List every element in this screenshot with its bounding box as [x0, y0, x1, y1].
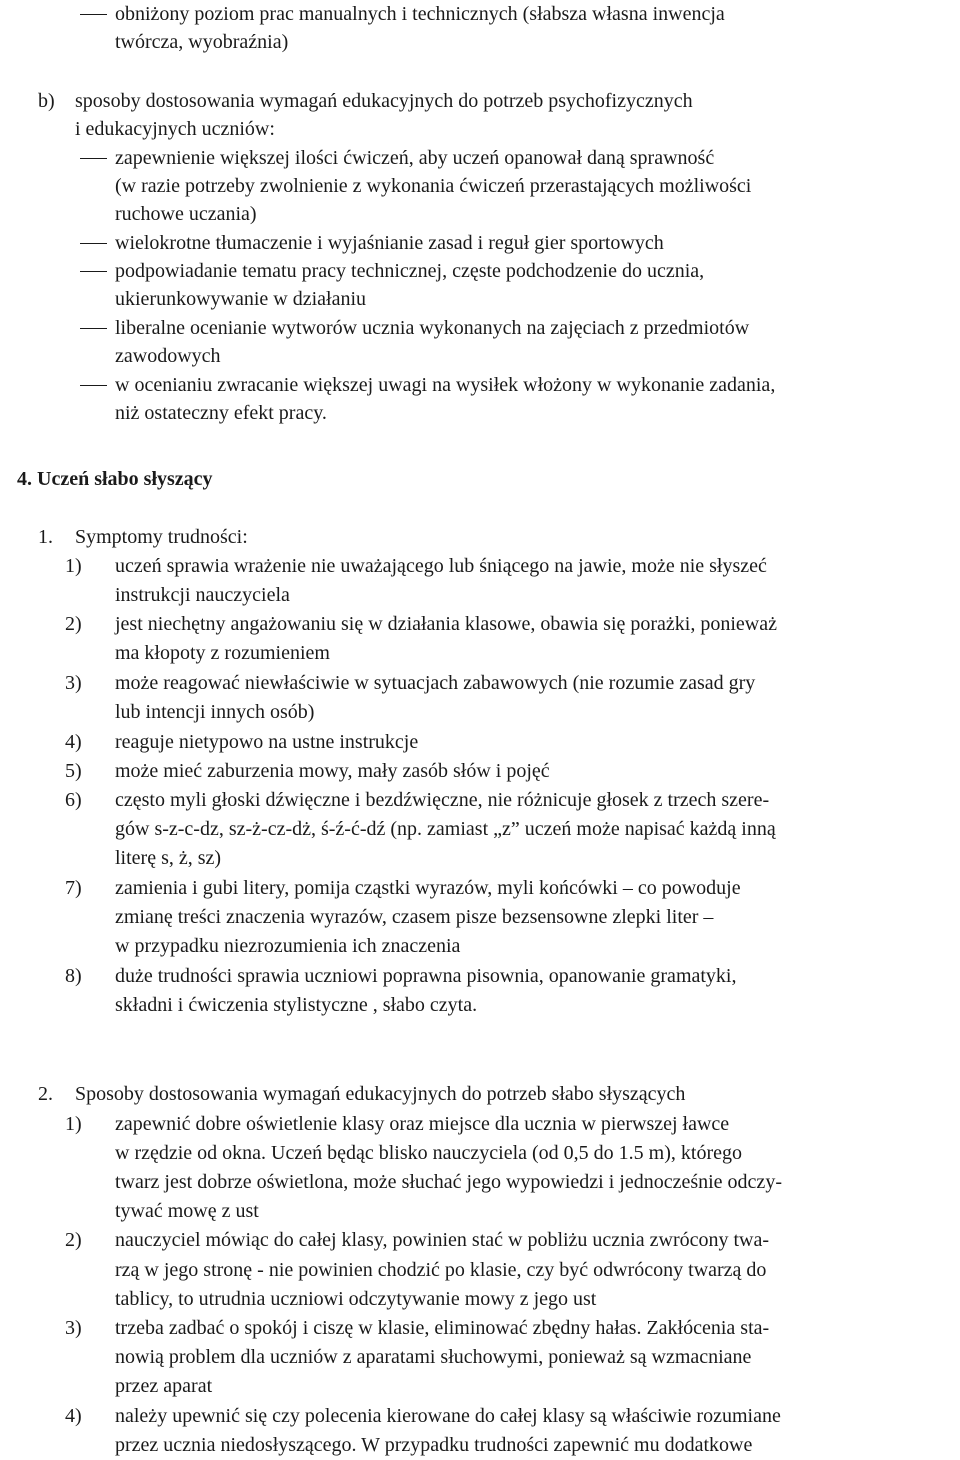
text-line: trzeba zadbać o spokój i ciszę w klasie, eliminować zbędny hałas. Zakłócenia sta- — [115, 1317, 770, 1339]
item-number: 3) — [65, 672, 82, 694]
text-line: (w razie potrzeby zwolnienie z wykonania ćwiczeń przerastających możliwości — [115, 175, 752, 197]
text-line: może reagować niewłaściwie w sytuacjach zabawowych (nie rozumie zasad gry — [115, 672, 756, 694]
text-line: w ocenianiu zwracanie większej uwagi na wysiłek włożony w wykonanie zadania, — [115, 374, 776, 396]
item-number: 3) — [65, 1317, 82, 1339]
text-line: i edukacyjnych uczniów: — [75, 118, 275, 140]
section-title: Symptomy trudności: — [75, 526, 248, 548]
text-line: zamienia i gubi litery, pomija cząstki wyrazów, myli końcówki – co powoduje — [115, 877, 741, 899]
text-line: ruchowe uczania) — [115, 203, 257, 225]
text-line: obniżony poziom prac manualnych i technicznych (słabsza własna inwencja — [115, 3, 725, 25]
text-line: podpowiadanie tematu pracy technicznej, częste podchodzenie do ucznia, — [115, 260, 705, 282]
text-line: instrukcji nauczyciela — [115, 584, 290, 606]
text-line: twórcza, wyobraźnia) — [115, 31, 289, 53]
text-line: sposoby dostosowania wymagań edukacyjnych do potrzeb psychofizycznych — [75, 90, 693, 112]
section-number: 1. — [38, 526, 53, 548]
dash-bullet — [80, 271, 107, 272]
dash-bullet — [80, 385, 107, 386]
item-number: 1) — [65, 1113, 82, 1135]
item-number: 7) — [65, 877, 82, 899]
item-number: 4) — [65, 1405, 82, 1427]
text-line: duże trudności sprawia uczniowi poprawna pisownia, opanowanie gramatyki, — [115, 965, 737, 987]
text-line: zawodowych — [115, 345, 221, 367]
item-number: 1) — [65, 555, 82, 577]
text-line: może mieć zaburzenia mowy, mały zasób słów i pojęć — [115, 760, 550, 782]
dash-bullet — [80, 14, 107, 15]
item-number: 8) — [65, 965, 82, 987]
text-line: literę s, ż, sz) — [115, 847, 222, 869]
text-line: tywać mowę z ust — [115, 1200, 259, 1222]
item-number: 6) — [65, 789, 82, 811]
list-label: b) — [38, 90, 55, 112]
text-line: reaguje nietypowo na ustne instrukcje — [115, 731, 419, 753]
text-line: wielokrotne tłumaczenie i wyjaśnianie zasad i reguł gier sportowych — [115, 232, 664, 254]
text-line: lub intencji innych osób) — [115, 701, 315, 723]
item-number: 2) — [65, 613, 82, 635]
text-line: zapewnić dobre oświetlenie klasy oraz miejsce dla ucznia w pierwszej ławce — [115, 1113, 730, 1135]
text-line: ma kłopoty z rozumieniem — [115, 642, 330, 664]
item-number: 2) — [65, 1229, 82, 1251]
text-line: twarz jest dobrze oświetlona, może słuchać jego wypowiedzi i jednocześnie odczy- — [115, 1171, 782, 1193]
section-number: 2. — [38, 1083, 53, 1105]
section-title: Sposoby dostosowania wymagań edukacyjnych do potrzeb słabo słyszących — [75, 1083, 686, 1105]
text-line: składni i ćwiczenia stylistyczne , słabo czyta. — [115, 994, 478, 1016]
text-line: w rzędzie od okna. Uczeń będąc blisko nauczyciela (od 0,5 do 1.5 m), którego — [115, 1142, 742, 1164]
section-heading: 4. Uczeń słabo słyszący — [17, 468, 213, 490]
text-line: przez aparat — [115, 1375, 213, 1397]
text-line: niż ostateczny efekt pracy. — [115, 402, 327, 424]
text-line: gów s-z-c-dz, sz-ż-cz-dż, ś-ź-ć-dź (np. zamiast „z” uczeń może napisać każdą inną — [115, 818, 776, 840]
text-line: często myli głoski dźwięczne i bezdźwięczne, nie różnicuje głosek z trzech szere- — [115, 789, 770, 811]
text-line: jest niechętny angażowaniu się w działania klasowe, obawia się porażki, ponieważ — [115, 613, 777, 635]
item-number: 4) — [65, 731, 82, 753]
dash-bullet — [80, 158, 107, 159]
text-line: należy upewnić się czy polecenia kierowane do całej klasy są właściwie rozumiane — [115, 1405, 781, 1427]
text-line: liberalne ocenianie wytworów ucznia wykonanych na zajęciach z przedmiotów — [115, 317, 750, 339]
text-line: zapewnienie większej ilości ćwiczeń, aby uczeń opanował daną sprawność — [115, 147, 715, 169]
text-line: nauczyciel mówiąc do całej klasy, powinien stać w pobliżu ucznia zwrócony twa- — [115, 1229, 770, 1251]
text-line: przez ucznia niedosłyszącego. W przypadku trudności zapewnić mu dodatkowe — [115, 1434, 753, 1456]
text-line: rzą w jego stronę - nie powinien chodzić po klasie, czy być odwrócony twarzą do — [115, 1259, 767, 1281]
text-line: w przypadku niezrozumienia ich znaczenia — [115, 935, 461, 957]
dash-bullet — [80, 328, 107, 329]
text-line: zmianę treści znaczenia wyrazów, czasem pisze bezsensowne zlepki liter – — [115, 906, 714, 928]
dash-bullet — [80, 243, 107, 244]
text-line: uczeń sprawia wrażenie nie uważającego lub śniącego na jawie, może nie słyszeć — [115, 555, 767, 577]
text-line: ukierunkowywanie w działaniu — [115, 288, 367, 310]
item-number: 5) — [65, 760, 82, 782]
text-line: tablicy, to utrudnia uczniowi odczytywanie mowy z jego ust — [115, 1288, 597, 1310]
text-line: nowią problem dla uczniów z aparatami słuchowymi, ponieważ są wzmacniane — [115, 1346, 752, 1368]
